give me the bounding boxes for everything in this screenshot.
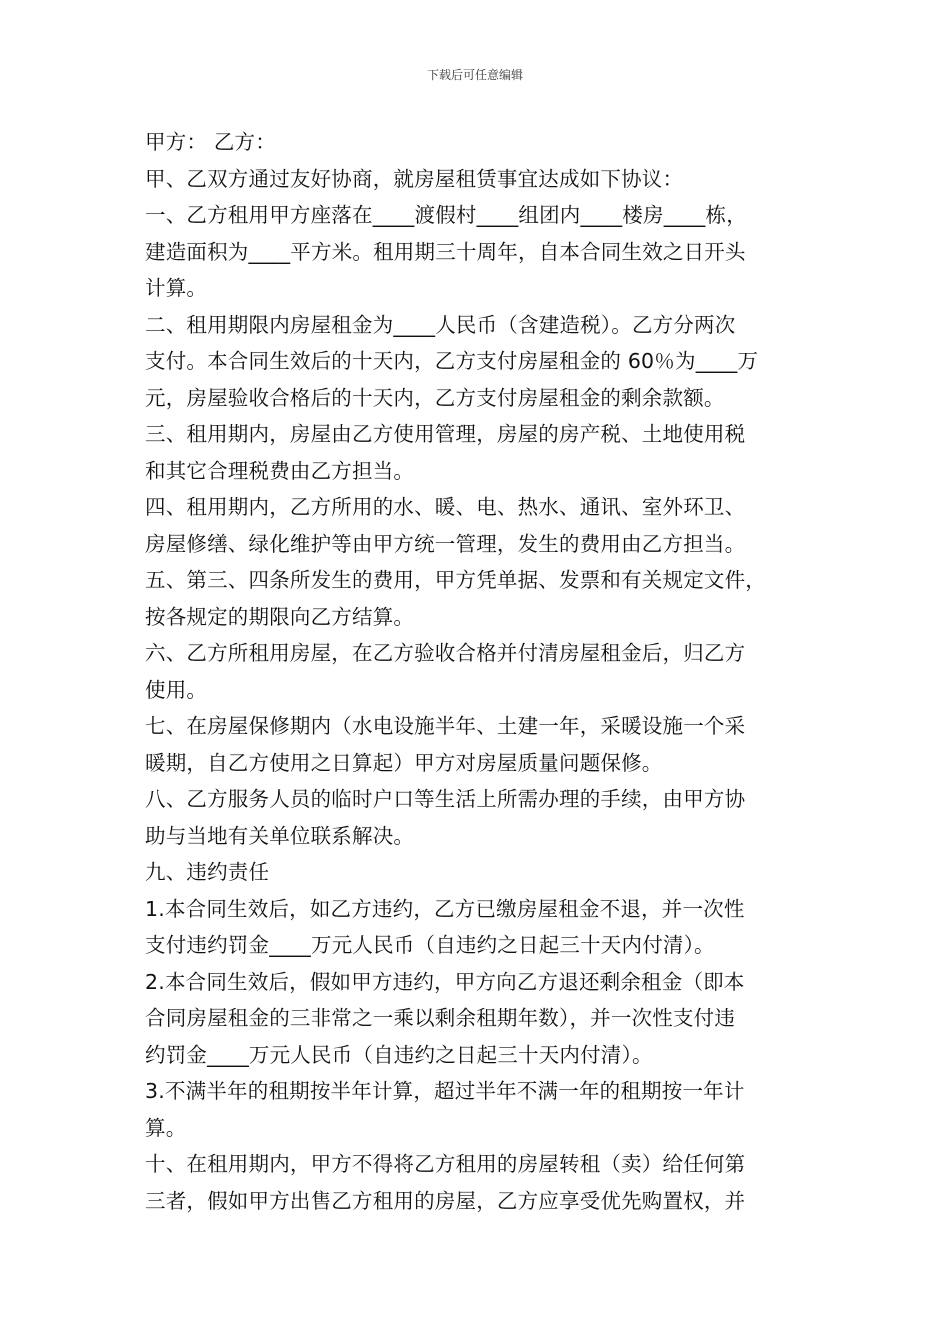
text-line: 支付违约罚金____万元人民币（自违约之日起三十天内付清）。 — [145, 933, 715, 957]
text-line: 九、违约责任 — [145, 860, 270, 884]
text-line: 和其它合理税费由乙方担当。 — [145, 458, 415, 483]
text-line: 算。 — [145, 1115, 187, 1140]
text-line: 七、在房屋保修期内（水电设施半年、土建一年，采暖设施一个采 — [145, 714, 746, 738]
text-line: 甲、乙双方通过友好协商，就房屋租赁事宜达成如下协议： — [145, 166, 684, 191]
text-line: 元，房屋验收合格后的十天内，乙方支付房屋租金的剩余款额。 — [145, 385, 725, 410]
text-line: 2.本合同生效后，假如甲方违约，甲方向乙方退还剩余租金（即本 — [145, 969, 745, 994]
text-line: 八、乙方服务人员的临时户口等生活上所需办理的手续，由甲方协 — [145, 787, 746, 811]
text-line: 五、第三、四条所发生的费用，甲方凭单据、发票和有关规定文件， — [145, 568, 766, 592]
header-note: 下载后可任意编辑 — [426, 68, 523, 82]
text-line: 十、在租用期内，甲方不得将乙方租用的房屋转租（卖）给任何第 — [145, 1152, 746, 1176]
text-line: 建造面积为____平方米。租用期三十周年，自本合同生效之日开头 — [145, 239, 746, 264]
text-line: 计算。 — [145, 276, 208, 300]
text-line: 三、租用期内，房屋由乙方使用管理，房屋的房产税、土地使用税 — [145, 422, 746, 446]
text-line: 1.本合同生效后，如乙方违约，乙方已缴房屋租金不退，并一次性 — [145, 896, 745, 921]
text-line: 使用。 — [145, 677, 208, 702]
text-line: 合同房屋租金的三非常之一乘以剩余租期年数），并一次性支付违 — [145, 1006, 736, 1030]
text-line: 二、租用期限内房屋租金为____人民币（含建造税）。乙方分两次 — [145, 312, 736, 337]
text-line: 3.不满半年的租期按半年计算，超过半年不满一年的租期按一年计 — [145, 1079, 745, 1103]
text-line: 房屋修缮、绿化维护等由甲方统一管理，发生的费用由乙方担当。 — [145, 531, 746, 556]
text-line: 约罚金____万元人民币（自违约之日起三十天内付清）。 — [145, 1042, 653, 1067]
text-line: 支付。本合同生效后的十天内，乙方支付房屋租金的 60％为____万 — [145, 349, 759, 373]
text-line: 助与当地有关单位联系解决。 — [145, 823, 415, 848]
text-line: 四、租用期内，乙方所用的水、暖、电、热水、通讯、室外环卫、 — [145, 495, 746, 519]
text-line: 暖期，自乙方使用之日算起）甲方对房屋质量问题保修。 — [145, 750, 663, 775]
contract-body — [145, 124, 830, 1219]
text-line: 一、乙方租用甲方座落在____渡假村____组团内____楼房____栋， — [145, 203, 747, 227]
text-line: 甲方： 乙方： — [145, 130, 276, 154]
text-line: 三者，假如甲方出售乙方租用的房屋，乙方应享受优先购置权，并 — [145, 1188, 746, 1213]
text-line: 按各规定的期限向乙方结算。 — [145, 604, 415, 629]
text-line: 六、乙方所租用房屋，在乙方验收合格并付清房屋租金后，归乙方 — [145, 641, 746, 665]
